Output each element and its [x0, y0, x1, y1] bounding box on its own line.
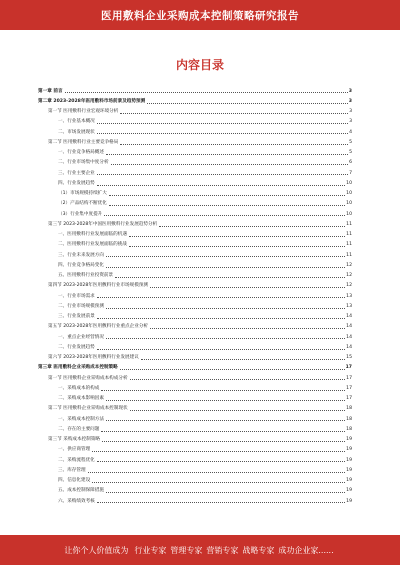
- toc-entry-text: 四、行业发展趋势: [58, 180, 95, 186]
- toc-entry-text: 一、行业基本概况: [58, 119, 95, 125]
- dot-leader: [92, 451, 345, 452]
- dot-leader: [109, 205, 345, 206]
- dot-leader: [97, 123, 348, 124]
- toc-entry[interactable]: [38, 310, 352, 320]
- toc-entry[interactable]: [38, 433, 352, 443]
- toc-entry[interactable]: [38, 125, 352, 135]
- toc-entry-text: 三、行业未来发展方向: [58, 252, 104, 258]
- toc-entry-page: 13: [346, 303, 352, 309]
- toc-entry-page: 18: [346, 406, 352, 412]
- toc-entry-page: 11: [346, 221, 352, 227]
- footer-item: 成功企业家......: [278, 545, 334, 555]
- toc-entry-text: 第二章 2023-2028年医用敷料市场前景及趋势预测: [38, 98, 146, 104]
- toc-entry-text: 三、库存管理: [58, 467, 86, 473]
- dot-leader: [150, 287, 345, 288]
- toc-entry[interactable]: [38, 351, 352, 361]
- toc-entry[interactable]: [38, 197, 352, 207]
- toc-entry-text: 六、采购绩效考核: [58, 498, 95, 504]
- toc-entry-page: 5: [349, 139, 352, 145]
- toc-entry-text: 四、信息化建设: [58, 478, 91, 484]
- dot-leader: [106, 308, 345, 309]
- dot-leader: [106, 400, 345, 401]
- toc-entry-page: 17: [345, 365, 352, 371]
- toc-entry-text: 二、市场发展现状: [58, 129, 95, 135]
- toc-entry-page: 17: [346, 385, 352, 391]
- toc-entry-text: （1）市场规模持续扩大: [58, 191, 107, 197]
- toc-entry-text: 二、医用敷料行业发展面临的挑战: [58, 242, 127, 248]
- toc-entry[interactable]: [38, 494, 352, 504]
- toc-entry[interactable]: [38, 207, 352, 217]
- toc-entry-page: 14: [346, 344, 352, 350]
- toc-entry-text: 一、采购成本的构成: [58, 385, 100, 391]
- toc-entry[interactable]: [38, 320, 352, 330]
- toc-entry[interactable]: [38, 217, 352, 227]
- toc-entry-page: 6: [349, 160, 352, 166]
- toc-entry-page: 5: [349, 150, 352, 156]
- toc-entry-page: 15: [346, 355, 352, 361]
- footer-item: 战略专家: [242, 545, 275, 555]
- toc-entry-text: （2）产品结构不断优化: [58, 201, 107, 207]
- dot-leader: [97, 461, 345, 462]
- dot-leader: [129, 236, 345, 237]
- toc-entry-page: 7: [349, 170, 352, 176]
- dot-leader: [106, 338, 345, 339]
- toc-entry-text: 二、采购成本影响因素: [58, 396, 104, 402]
- toc-entry-page: 3: [348, 88, 352, 94]
- dot-leader: [106, 267, 345, 268]
- toc-entry[interactable]: [38, 248, 352, 258]
- dot-leader: [141, 359, 345, 360]
- dot-leader: [106, 492, 345, 493]
- toc-entry[interactable]: [38, 474, 352, 484]
- toc-entry-page: 13: [346, 293, 352, 299]
- dot-leader: [120, 144, 348, 145]
- dot-leader: [150, 328, 345, 329]
- toc-entry-page: 14: [346, 314, 352, 320]
- toc-entry[interactable]: [38, 105, 352, 115]
- toc-entry-text: 第五节 2023-2028年医用敷料行业重点企业分析: [48, 324, 149, 330]
- toc-entry-text: 五、医用敷料行业投资前景: [58, 273, 114, 279]
- toc-entry-page: 12: [346, 283, 352, 289]
- toc-entry-text: 第一节 医用敷料企业采购成本构成分析: [48, 375, 128, 381]
- toc-entry-text: 二、行业市场规模预测: [58, 303, 104, 309]
- toc-entry-text: 二、采购流程优化: [58, 457, 95, 463]
- toc-entry-text: 一、行业市场需求: [58, 293, 95, 299]
- dot-leader: [101, 431, 345, 432]
- toc-entry-page: 18: [346, 416, 352, 422]
- toc-entry[interactable]: [38, 361, 352, 371]
- toc-entry[interactable]: [38, 422, 352, 432]
- toc-entry[interactable]: [38, 146, 352, 156]
- toc-entry-text: 第六节 2023-2028年医用敷料行业发展建议: [48, 355, 139, 361]
- toc-entry-page: 17: [346, 396, 352, 402]
- dot-leader: [101, 390, 345, 391]
- toc-entry[interactable]: [38, 176, 352, 186]
- dot-leader: [102, 441, 345, 442]
- toc-entry-text: 一、医用敷料行业发展面临的机遇: [58, 232, 127, 238]
- dot-leader: [104, 215, 345, 216]
- dot-leader: [97, 133, 348, 134]
- toc-entry[interactable]: [38, 166, 352, 176]
- dot-leader: [106, 154, 348, 155]
- dot-leader: [97, 502, 345, 503]
- toc-entry[interactable]: [38, 340, 352, 350]
- toc-entry[interactable]: [38, 381, 352, 391]
- toc-entry-page: 19: [346, 498, 352, 504]
- toc-entry[interactable]: [38, 330, 352, 340]
- toc-entry-page: 3: [349, 109, 352, 115]
- dot-leader: [97, 185, 345, 186]
- toc-entry-page: 14: [346, 334, 352, 340]
- toc-entry-text: 第三节 采购成本控制策略: [48, 437, 100, 443]
- toc-entry[interactable]: [38, 94, 352, 104]
- toc-entry-text: 二、行业发展趋势: [58, 344, 95, 350]
- toc-entry[interactable]: [38, 289, 352, 299]
- toc-entry-text: 第二节 医用敷料行业主要竞争格局: [48, 139, 119, 145]
- toc-entry[interactable]: [38, 371, 352, 381]
- dot-leader: [97, 318, 345, 319]
- toc-entry-page: 18: [346, 426, 352, 432]
- toc-entry-text: 一、重点企业经营情况: [58, 334, 104, 340]
- dot-leader: [130, 410, 346, 411]
- toc-entry-page: 11: [346, 232, 352, 238]
- toc-entry[interactable]: [38, 238, 352, 248]
- toc-entry-text: 一、行业竞争格局概述: [58, 150, 104, 156]
- toc-entry[interactable]: [38, 156, 352, 166]
- toc-entry-text: 第二节 医用敷料企业采购成本控制现状: [48, 406, 128, 412]
- toc-entry-page: 4: [349, 129, 352, 135]
- toc-entry-page: 11: [346, 242, 352, 248]
- toc-entry[interactable]: [38, 392, 352, 402]
- toc-entry-text: 一、供应商管理: [58, 447, 91, 453]
- toc-entry[interactable]: [38, 269, 352, 279]
- toc-entry-text: 第三章 医用敷料企业采购成本控制策略: [38, 365, 118, 371]
- dot-leader: [97, 297, 345, 298]
- dot-leader: [120, 113, 348, 114]
- toc-entry[interactable]: [38, 299, 352, 309]
- toc-entry-text: （3）行业集中度提升: [58, 211, 103, 217]
- toc-entry-page: 12: [346, 262, 352, 268]
- toc-entry-text: 第四节 2023-2028年医用敷料行业市场规模预测: [48, 283, 149, 289]
- toc-entry-page: 3: [349, 119, 352, 125]
- toc-entry-page: 12: [346, 273, 352, 279]
- toc-entry[interactable]: [38, 84, 352, 94]
- toc-entry[interactable]: [38, 228, 352, 238]
- table-of-contents: [38, 84, 352, 504]
- toc-entry-page: 3: [348, 98, 352, 104]
- toc-entry[interactable]: [38, 258, 352, 268]
- toc-entry[interactable]: [38, 453, 352, 463]
- footer-banner: [0, 535, 400, 565]
- toc-entry-page: 11: [346, 252, 352, 258]
- header-banner: [0, 0, 400, 30]
- toc-entry-text: 五、成本控制保障措施: [58, 488, 104, 494]
- toc-entry[interactable]: [38, 135, 352, 145]
- toc-entry-text: 二、存在的主要问题: [58, 426, 100, 432]
- dot-leader: [115, 277, 345, 278]
- toc-entry-page: 19: [346, 457, 352, 463]
- dot-leader: [129, 246, 345, 247]
- toc-entry-page: 19: [346, 488, 352, 494]
- footer-item: 行业专家: [134, 545, 167, 555]
- toc-entry[interactable]: [38, 115, 352, 125]
- dot-leader: [106, 420, 345, 421]
- toc-title: 内容目录: [175, 58, 224, 72]
- toc-entry-page: 19: [346, 478, 352, 484]
- toc-entry[interactable]: [38, 443, 352, 453]
- dot-leader: [147, 103, 348, 104]
- toc-entry-page: 19: [346, 447, 352, 453]
- toc-entry[interactable]: [38, 187, 352, 197]
- footer-item: 管理专家: [170, 545, 203, 555]
- dot-leader: [65, 92, 348, 93]
- footer-item: 营销专家: [206, 545, 239, 555]
- toc-entry-text: 二、行业市场集中度分析: [58, 160, 109, 166]
- toc-entry-text: 一、采购成本控制方法: [58, 416, 104, 422]
- toc-entry[interactable]: [38, 402, 352, 412]
- toc-entry[interactable]: [38, 484, 352, 494]
- footer-lead: 让你个人价值成为: [64, 545, 129, 555]
- toc-entry-page: 10: [346, 211, 352, 217]
- dot-leader: [88, 472, 346, 473]
- toc-entry-page: 10: [346, 201, 352, 207]
- toc-entry[interactable]: [38, 279, 352, 289]
- toc-entry-text: 三、行业主要企业: [58, 170, 95, 176]
- toc-entry-text: 三、行业发展前景: [58, 314, 95, 320]
- dot-leader: [130, 379, 346, 380]
- report-title: 医用敷料企业采购成本控制策略研究报告: [101, 9, 299, 22]
- toc-entry-page: 14: [346, 324, 352, 330]
- dot-leader: [159, 226, 345, 227]
- toc-entry-text: 四、行业竞争格局变化: [58, 262, 104, 268]
- toc-entry-text: 第三节 2023-2028年中国医用敷料行业发展趋势分析: [48, 221, 158, 227]
- toc-entry-page: 17: [346, 375, 352, 381]
- toc-entry-page: 19: [346, 467, 352, 473]
- footer-items: [132, 545, 335, 556]
- toc-entry-text: 第一节 医用敷料行业宏观环境分析: [48, 109, 119, 115]
- toc-entry-page: 10: [346, 180, 352, 186]
- dot-leader: [120, 369, 345, 370]
- toc-entry-page: 19: [346, 437, 352, 443]
- dot-leader: [111, 164, 349, 165]
- dot-leader: [92, 482, 345, 483]
- toc-entry-page: 10: [346, 191, 352, 197]
- dot-leader: [106, 256, 345, 257]
- dot-leader: [109, 195, 345, 196]
- toc-entry[interactable]: [38, 412, 352, 422]
- toc-entry[interactable]: [38, 463, 352, 473]
- toc-entry-text: 第一章 前言: [38, 88, 63, 94]
- dot-leader: [97, 174, 348, 175]
- dot-leader: [97, 349, 345, 350]
